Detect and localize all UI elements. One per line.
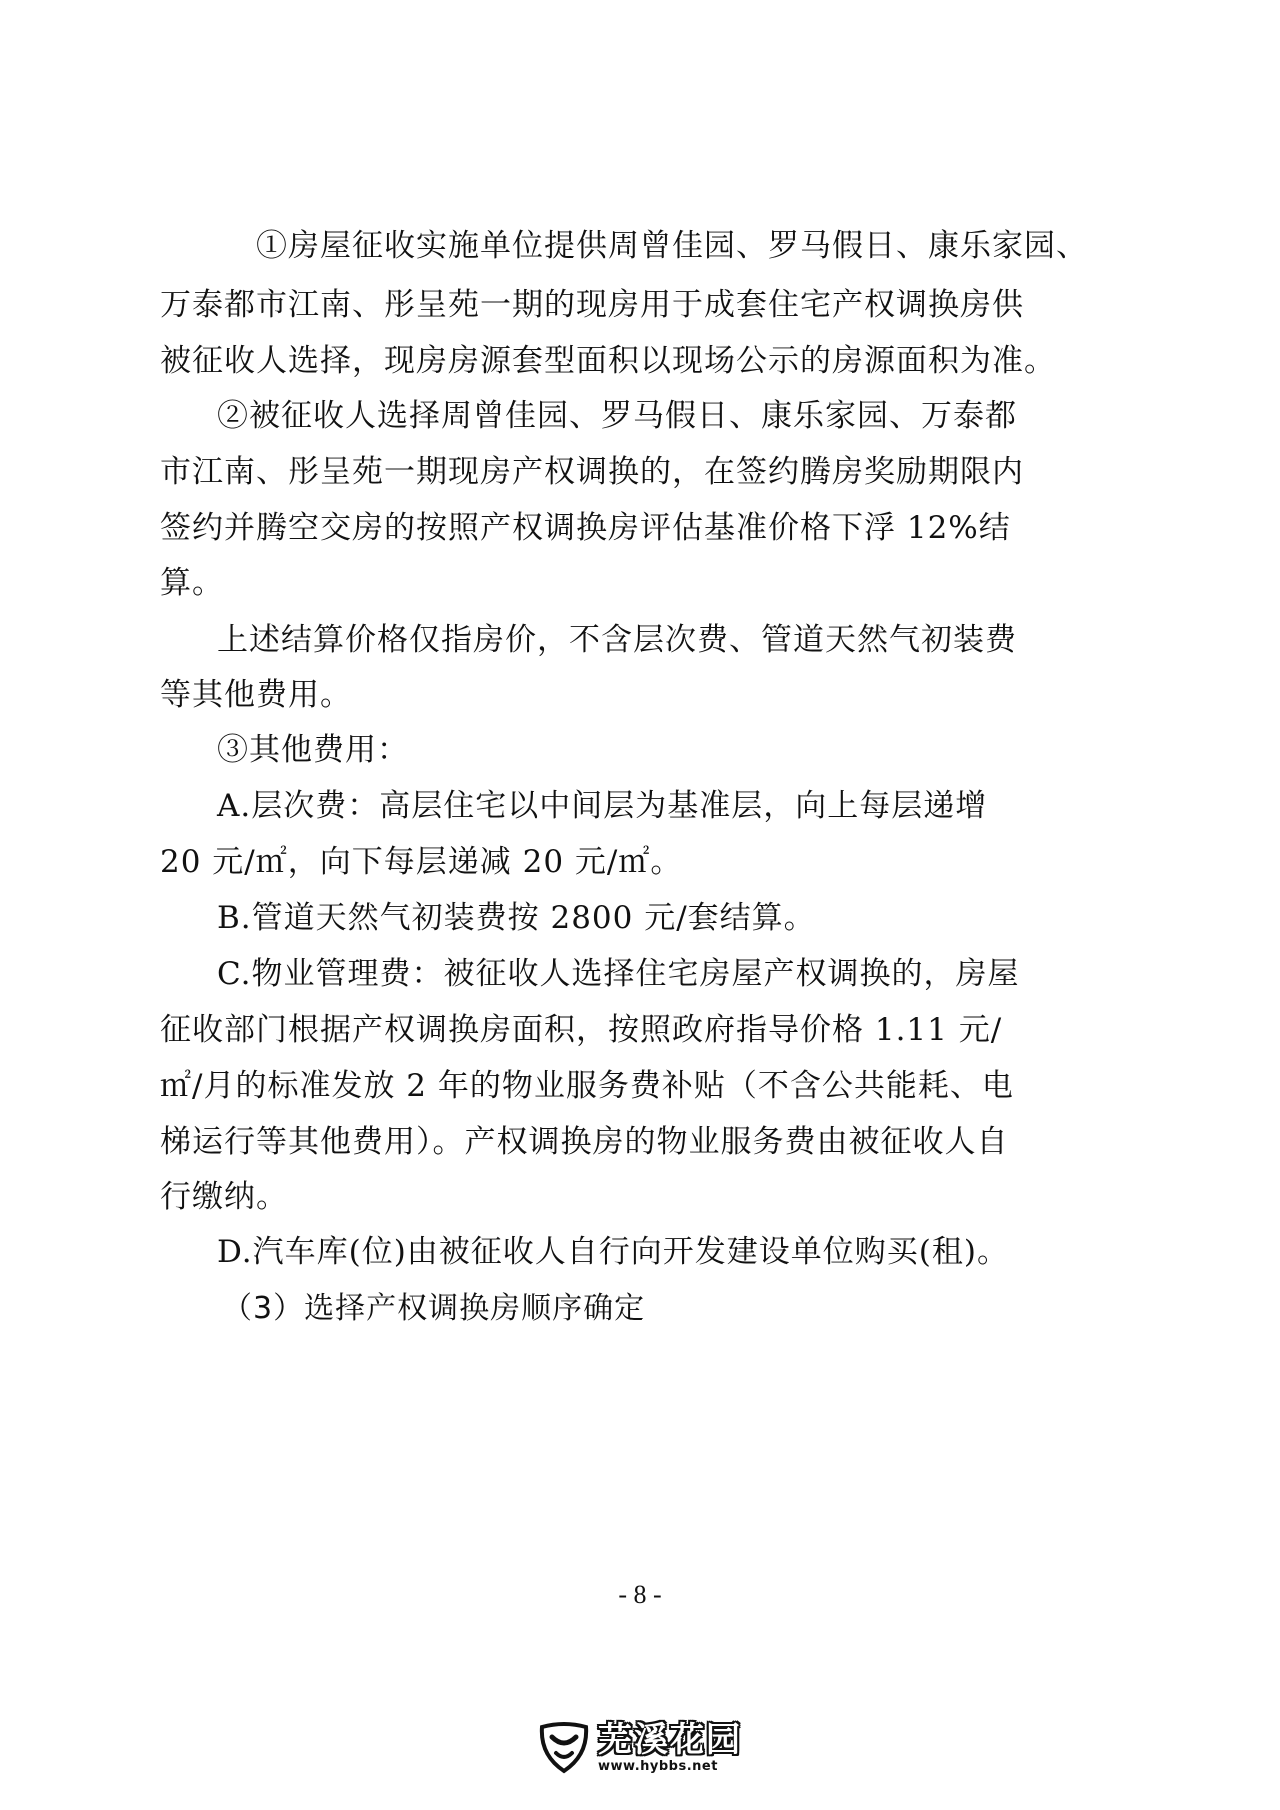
text-line: A.层次费：高层住宅以中间层为基准层，向上每层递增 xyxy=(217,788,988,824)
page-number: - 8 - xyxy=(618,1580,662,1609)
text-line: 20 元/㎡，向下每层递减 20 元/㎡。 xyxy=(160,844,683,880)
text-line: 等其他费用。 xyxy=(160,677,352,713)
watermark-url: www.hybbs.net xyxy=(598,1758,718,1774)
site-logo-icon xyxy=(536,1719,592,1775)
section-heading: （3）选择产权调换房顺序确定 xyxy=(222,1291,646,1326)
text-line: 算。 xyxy=(160,565,224,601)
text-line: 上述结算价格仅指房价，不含层次费、管道天然气初装费 xyxy=(217,622,1017,658)
text-line: 被征收人选择，现房房源套型面积以现场公示的房源面积为准。 xyxy=(160,343,1056,379)
text-line: D.汽车库(位)由被征收人自行向开发建设单位购买(租)。 xyxy=(217,1234,1009,1270)
text-line: C.物业管理费：被征收人选择住宅房屋产权调换的，房屋 xyxy=(217,956,1020,992)
text-line: ③其他费用： xyxy=(217,732,409,768)
text-line: ㎡/月的标准发放 2 年的物业服务费补贴（不含公共能耗、电 xyxy=(160,1068,1014,1104)
text-line: 梯运行等其他费用）。产权调换房的物业服务费由被征收人自 xyxy=(160,1124,1009,1160)
text-line: 市江南、彤呈苑一期现房产权调换的，在签约腾房奖励期限内 xyxy=(160,454,1024,490)
text-line: 签约并腾空交房的按照产权调换房评估基准价格下浮 12%结 xyxy=(160,510,1011,546)
text-line: ①房屋征收实施单位提供周曾佳园、罗马假日、康乐家园、 xyxy=(256,228,1088,264)
text-line: ②被征收人选择周曾佳园、罗马假日、康乐家园、万泰都 xyxy=(217,398,1017,434)
site-watermark xyxy=(536,1716,746,1778)
watermark-name: 芜溪花园 xyxy=(598,1719,742,1760)
text-line: B.管道天然气初装费按 2800 元/套结算。 xyxy=(217,900,816,936)
text-line: 征收部门根据产权调换房面积，按照政府指导价格 1.11 元/ xyxy=(160,1012,1003,1048)
text-line: 万泰都市江南、彤呈苑一期的现房用于成套住宅产权调换房供 xyxy=(160,287,1024,323)
text-line: 行缴纳。 xyxy=(160,1179,288,1215)
